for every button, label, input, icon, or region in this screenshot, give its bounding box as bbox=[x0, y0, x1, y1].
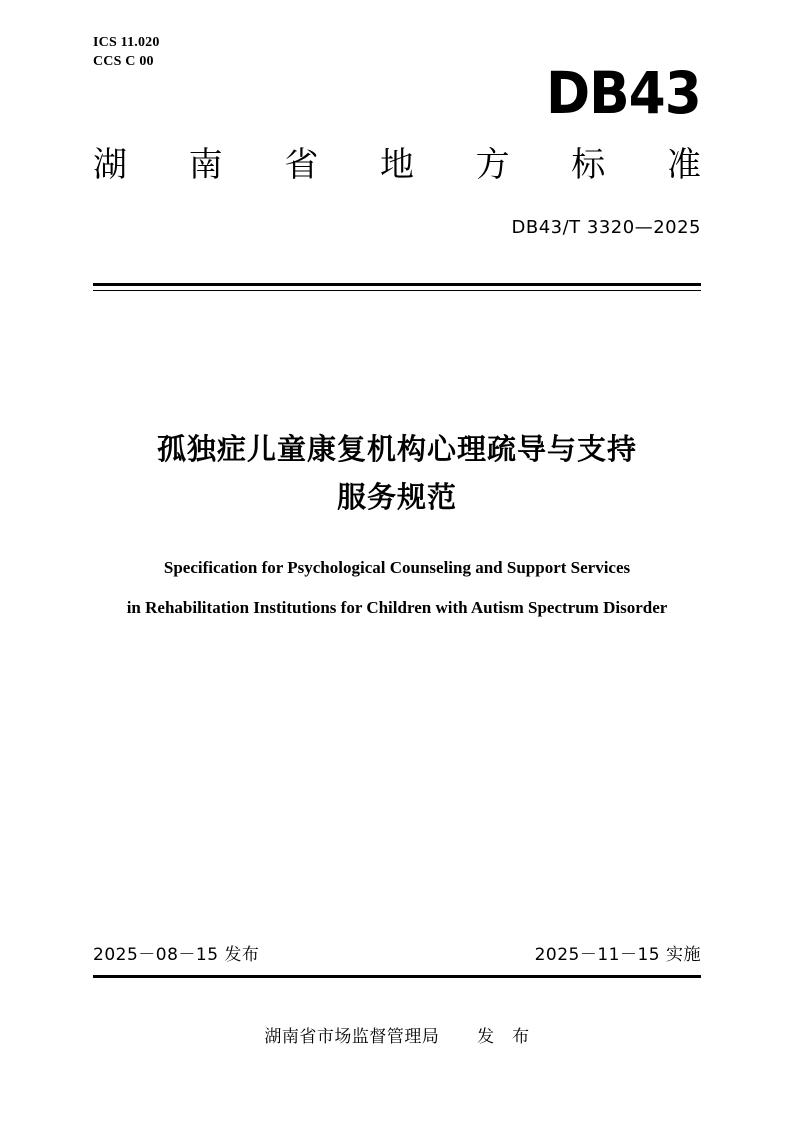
issuer-action: 发 布 bbox=[477, 1027, 530, 1047]
header-char-3: 地 bbox=[379, 145, 414, 185]
header-char-0: 湖 bbox=[93, 145, 127, 185]
header-rule-thick bbox=[93, 283, 701, 286]
db43-logo: DB43 bbox=[546, 59, 701, 127]
ics-code: ICS 11.020 bbox=[93, 35, 160, 50]
ccs-code: CCS C 00 bbox=[93, 54, 154, 69]
header-char-6: 准 bbox=[666, 145, 701, 185]
footer-rule-thick bbox=[93, 975, 701, 978]
standard-header bbox=[93, 137, 701, 186]
implementation-date: 2025－11－15 实施 bbox=[534, 945, 701, 965]
issuer-name: 湖南省市场监督管理局 bbox=[264, 1027, 440, 1047]
title-en-line-1: Specification for Psychological Counseling and Support Services bbox=[163, 558, 631, 577]
title-cn-line-1: 孤独症儿童康复机构心理疏导与支持 bbox=[156, 432, 637, 466]
title-en-line-2: in Rehabilitation Institutions for Children with Autism Spectrum Disorder bbox=[126, 598, 668, 617]
title-cn-line-2: 服务规范 bbox=[336, 480, 457, 514]
issue-date: 2025－08－15 发布 bbox=[93, 945, 260, 965]
header-char-5: 标 bbox=[571, 145, 606, 185]
classification-block bbox=[93, 33, 160, 71]
header-rule-thin bbox=[93, 290, 701, 291]
issuer-line bbox=[0, 1022, 794, 1047]
header-char-4: 方 bbox=[475, 145, 510, 185]
standard-number: DB43/T 3320—2025 bbox=[511, 217, 701, 238]
header-char-1: 南 bbox=[188, 145, 223, 185]
document-title-english bbox=[93, 548, 701, 628]
document-title-chinese bbox=[93, 425, 701, 521]
header-char-2: 省 bbox=[284, 145, 319, 185]
date-row bbox=[93, 940, 701, 965]
